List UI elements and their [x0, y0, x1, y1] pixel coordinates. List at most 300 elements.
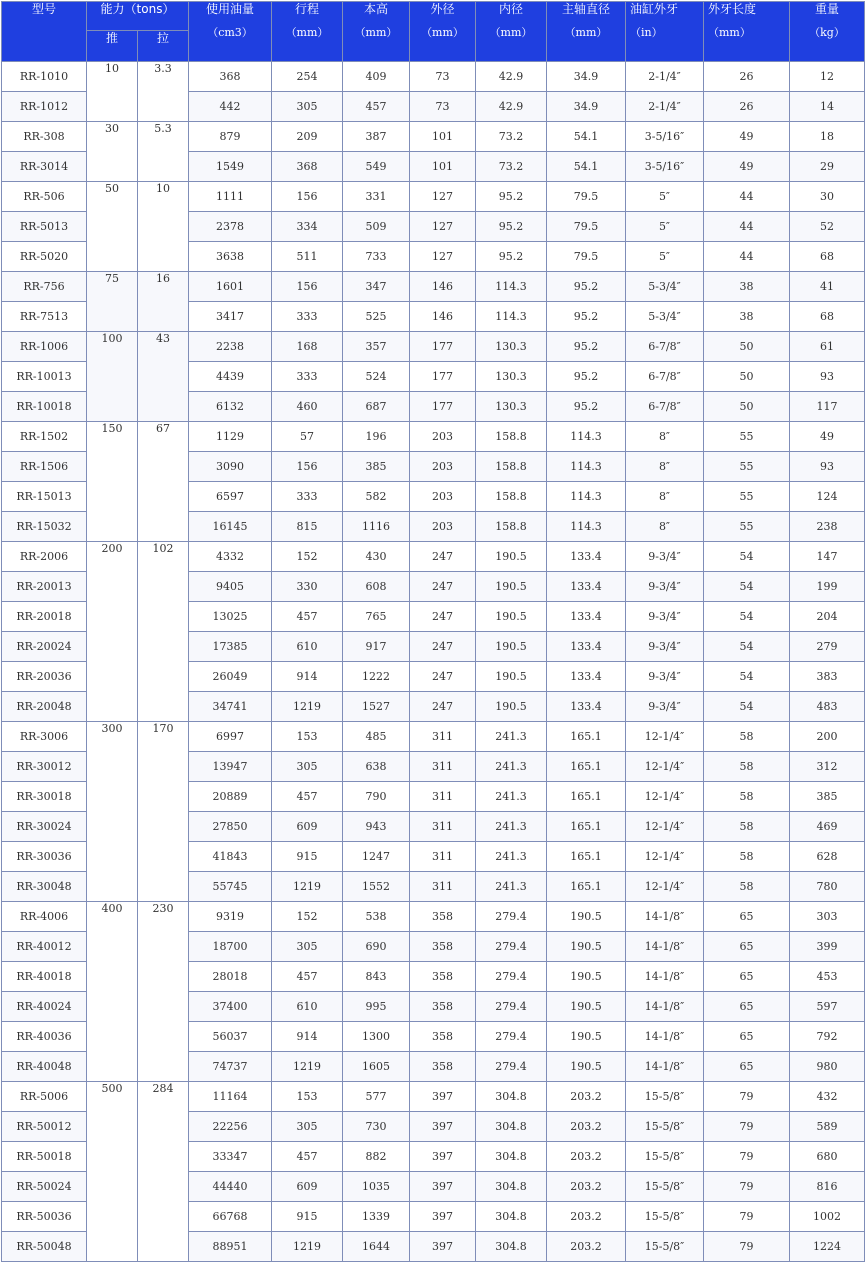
- cell-weight: 29: [790, 152, 865, 182]
- cell-thread-size: 12-1/4″: [626, 842, 704, 872]
- header-capacity: 能力（tons）: [87, 2, 189, 31]
- cell-capacity-push: 300: [87, 722, 138, 902]
- cell-model: RR-50024: [2, 1172, 87, 1202]
- cell-model: RR-3014: [2, 152, 87, 182]
- cell-outer-diameter: 247: [410, 602, 476, 632]
- cell-outer-diameter: 73: [410, 92, 476, 122]
- cell-thread-length: 44: [704, 242, 790, 272]
- cell-weight: 93: [790, 452, 865, 482]
- cell-outer-diameter: 311: [410, 752, 476, 782]
- cell-inner-diameter: 158.8: [476, 482, 547, 512]
- cell-model: RR-1012: [2, 92, 87, 122]
- table-row: [2, 182, 865, 212]
- cell-oil-volume: 6132: [189, 392, 272, 422]
- cell-stroke: 914: [272, 662, 343, 692]
- header-oil-label: 使用油量: [205, 2, 254, 16]
- cell-inner-diameter: 42.9: [476, 62, 547, 92]
- cell-model: RR-50012: [2, 1112, 87, 1142]
- cell-weight: 41: [790, 272, 865, 302]
- cell-weight: 399: [790, 932, 865, 962]
- cell-shaft-diameter: 79.5: [547, 182, 626, 212]
- cell-oil-volume: 28018: [189, 962, 272, 992]
- cell-shaft-diameter: 133.4: [547, 662, 626, 692]
- header-outer-unit: （mm）: [421, 26, 464, 39]
- cell-weight: 483: [790, 692, 865, 722]
- cell-height: 1527: [343, 692, 410, 722]
- cell-outer-diameter: 177: [410, 362, 476, 392]
- cell-inner-diameter: 241.3: [476, 812, 547, 842]
- cell-inner-diameter: 42.9: [476, 92, 547, 122]
- cell-oil-volume: 41843: [189, 842, 272, 872]
- cell-height: 549: [343, 152, 410, 182]
- table-row: [2, 542, 865, 572]
- cell-weight: 49: [790, 422, 865, 452]
- cell-oil-volume: 44440: [189, 1172, 272, 1202]
- cell-weight: 30: [790, 182, 865, 212]
- cell-inner-diameter: 304.8: [476, 1142, 547, 1172]
- cell-inner-diameter: 241.3: [476, 842, 547, 872]
- cell-thread-size: 5″: [626, 242, 704, 272]
- cell-weight: 1002: [790, 1202, 865, 1232]
- cell-inner-diameter: 190.5: [476, 572, 547, 602]
- cell-oil-volume: 9405: [189, 572, 272, 602]
- cell-capacity-push: 75: [87, 272, 138, 332]
- cell-thread-length: 65: [704, 902, 790, 932]
- cell-model: RR-1010: [2, 62, 87, 92]
- cell-thread-length: 79: [704, 1202, 790, 1232]
- cell-weight: 68: [790, 242, 865, 272]
- cell-inner-diameter: 114.3: [476, 302, 547, 332]
- cell-stroke: 153: [272, 1082, 343, 1112]
- cell-inner-diameter: 304.8: [476, 1232, 547, 1262]
- cell-stroke: 457: [272, 962, 343, 992]
- cell-stroke: 460: [272, 392, 343, 422]
- cell-thread-size: 15-5/8″: [626, 1082, 704, 1112]
- cell-model: RR-30036: [2, 842, 87, 872]
- cell-stroke: 152: [272, 902, 343, 932]
- cell-model: RR-30048: [2, 872, 87, 902]
- cell-inner-diameter: 95.2: [476, 182, 547, 212]
- cell-inner-diameter: 73.2: [476, 122, 547, 152]
- cell-height: 196: [343, 422, 410, 452]
- cell-stroke: 609: [272, 1172, 343, 1202]
- cell-inner-diameter: 95.2: [476, 212, 547, 242]
- cell-shaft-diameter: 203.2: [547, 1232, 626, 1262]
- cell-model: RR-15013: [2, 482, 87, 512]
- cell-model: RR-4006: [2, 902, 87, 932]
- header-stroke-label: 行程: [294, 2, 319, 16]
- cell-height: 687: [343, 392, 410, 422]
- cell-capacity-pull: 102: [138, 542, 189, 722]
- cell-model: RR-2006: [2, 542, 87, 572]
- cell-outer-diameter: 146: [410, 272, 476, 302]
- cell-model: RR-30024: [2, 812, 87, 842]
- cell-stroke: 152: [272, 542, 343, 572]
- cell-capacity-push: 500: [87, 1082, 138, 1262]
- cell-inner-diameter: 241.3: [476, 722, 547, 752]
- cell-weight: 61: [790, 332, 865, 362]
- cell-shaft-diameter: 203.2: [547, 1172, 626, 1202]
- cell-stroke: 333: [272, 362, 343, 392]
- cell-height: 1116: [343, 512, 410, 542]
- cell-model: RR-30012: [2, 752, 87, 782]
- cell-model: RR-20048: [2, 692, 87, 722]
- cell-shaft-diameter: 190.5: [547, 962, 626, 992]
- cell-height: 485: [343, 722, 410, 752]
- cell-height: 538: [343, 902, 410, 932]
- cell-thread-length: 54: [704, 602, 790, 632]
- cell-weight: 147: [790, 542, 865, 572]
- header-thread: [626, 2, 704, 62]
- cell-weight: 469: [790, 812, 865, 842]
- cell-inner-diameter: 190.5: [476, 662, 547, 692]
- cell-stroke: 610: [272, 632, 343, 662]
- header-height-unit: （mm）: [354, 26, 398, 39]
- cell-height: 1339: [343, 1202, 410, 1232]
- cell-shaft-diameter: 165.1: [547, 872, 626, 902]
- cell-weight: 238: [790, 512, 865, 542]
- cell-outer-diameter: 177: [410, 392, 476, 422]
- cell-thread-length: 65: [704, 992, 790, 1022]
- cell-thread-length: 79: [704, 1142, 790, 1172]
- cell-thread-length: 79: [704, 1082, 790, 1112]
- header-inner-unit: （mm）: [489, 26, 533, 39]
- cell-shaft-diameter: 54.1: [547, 152, 626, 182]
- cell-shaft-diameter: 203.2: [547, 1142, 626, 1172]
- cell-model: RR-40012: [2, 932, 87, 962]
- cell-oil-volume: 4332: [189, 542, 272, 572]
- cell-weight: 1224: [790, 1232, 865, 1262]
- cell-oil-volume: 18700: [189, 932, 272, 962]
- cell-oil-volume: 13947: [189, 752, 272, 782]
- cell-weight: 680: [790, 1142, 865, 1172]
- cell-outer-diameter: 358: [410, 962, 476, 992]
- cell-oil-volume: 2238: [189, 332, 272, 362]
- cell-weight: 124: [790, 482, 865, 512]
- cell-outer-diameter: 397: [410, 1142, 476, 1172]
- cell-thread-length: 58: [704, 812, 790, 842]
- cell-weight: 52: [790, 212, 865, 242]
- header-thread-length-label: 外牙长度: [708, 2, 757, 16]
- cell-height: 347: [343, 272, 410, 302]
- cell-oil-volume: 879: [189, 122, 272, 152]
- cell-height: 882: [343, 1142, 410, 1172]
- header-stroke: [272, 2, 343, 62]
- cell-weight: 117: [790, 392, 865, 422]
- cell-weight: 597: [790, 992, 865, 1022]
- cell-oil-volume: 6997: [189, 722, 272, 752]
- table-header: [2, 2, 865, 62]
- cell-stroke: 457: [272, 782, 343, 812]
- cell-oil-volume: 22256: [189, 1112, 272, 1142]
- cell-shaft-diameter: 133.4: [547, 542, 626, 572]
- table-row: [2, 332, 865, 362]
- cell-stroke: 57: [272, 422, 343, 452]
- cell-height: 582: [343, 482, 410, 512]
- cell-thread-length: 38: [704, 302, 790, 332]
- cell-weight: 12: [790, 62, 865, 92]
- cell-thread-length: 79: [704, 1172, 790, 1202]
- cell-stroke: 815: [272, 512, 343, 542]
- cell-oil-volume: 26049: [189, 662, 272, 692]
- cell-stroke: 1219: [272, 1232, 343, 1262]
- cell-model: RR-5013: [2, 212, 87, 242]
- cell-shaft-diameter: 190.5: [547, 1052, 626, 1082]
- cell-inner-diameter: 279.4: [476, 962, 547, 992]
- cell-model: RR-1006: [2, 332, 87, 362]
- cell-capacity-pull: 10: [138, 182, 189, 272]
- cell-model: RR-40024: [2, 992, 87, 1022]
- cell-outer-diameter: 101: [410, 152, 476, 182]
- spec-table: [1, 1, 865, 1262]
- cell-outer-diameter: 397: [410, 1232, 476, 1262]
- cell-height: 1605: [343, 1052, 410, 1082]
- cell-model: RR-756: [2, 272, 87, 302]
- cell-weight: 780: [790, 872, 865, 902]
- cell-stroke: 305: [272, 932, 343, 962]
- cell-stroke: 914: [272, 1022, 343, 1052]
- cell-stroke: 609: [272, 812, 343, 842]
- cell-thread-size: 3-5/16″: [626, 152, 704, 182]
- cell-shaft-diameter: 165.1: [547, 782, 626, 812]
- cell-model: RR-7513: [2, 302, 87, 332]
- cell-outer-diameter: 397: [410, 1082, 476, 1112]
- cell-thread-length: 79: [704, 1232, 790, 1262]
- cell-inner-diameter: 190.5: [476, 602, 547, 632]
- cell-outer-diameter: 311: [410, 722, 476, 752]
- cell-thread-length: 55: [704, 452, 790, 482]
- cell-thread-length: 54: [704, 542, 790, 572]
- cell-shaft-diameter: 133.4: [547, 632, 626, 662]
- header-shaft-unit: （mm）: [564, 26, 608, 39]
- cell-thread-length: 58: [704, 782, 790, 812]
- cell-inner-diameter: 279.4: [476, 932, 547, 962]
- cell-capacity-pull: 5.3: [138, 122, 189, 182]
- cell-height: 331: [343, 182, 410, 212]
- cell-weight: 816: [790, 1172, 865, 1202]
- cell-thread-size: 15-5/8″: [626, 1202, 704, 1232]
- cell-weight: 204: [790, 602, 865, 632]
- cell-height: 1300: [343, 1022, 410, 1052]
- cell-height: 1035: [343, 1172, 410, 1202]
- cell-outer-diameter: 358: [410, 902, 476, 932]
- cell-height: 1552: [343, 872, 410, 902]
- cell-thread-size: 5″: [626, 182, 704, 212]
- cell-weight: 589: [790, 1112, 865, 1142]
- cell-oil-volume: 1111: [189, 182, 272, 212]
- cell-stroke: 1219: [272, 1052, 343, 1082]
- header-stroke-unit: （mm）: [285, 26, 329, 39]
- cell-outer-diameter: 127: [410, 212, 476, 242]
- header-outer-label: 外径: [430, 2, 455, 16]
- cell-shaft-diameter: 203.2: [547, 1112, 626, 1142]
- cell-height: 387: [343, 122, 410, 152]
- table-row: [2, 722, 865, 752]
- cell-height: 943: [343, 812, 410, 842]
- cell-thread-length: 58: [704, 842, 790, 872]
- header-weight-label: 重量: [814, 2, 839, 16]
- cell-thread-length: 65: [704, 962, 790, 992]
- cell-stroke: 1219: [272, 872, 343, 902]
- cell-stroke: 511: [272, 242, 343, 272]
- cell-thread-size: 12-1/4″: [626, 782, 704, 812]
- cell-inner-diameter: 130.3: [476, 392, 547, 422]
- cell-shaft-diameter: 54.1: [547, 122, 626, 152]
- cell-oil-volume: 56037: [189, 1022, 272, 1052]
- cell-inner-diameter: 158.8: [476, 422, 547, 452]
- cell-shaft-diameter: 165.1: [547, 812, 626, 842]
- cell-thread-size: 5-3/4″: [626, 272, 704, 302]
- cell-thread-length: 79: [704, 1112, 790, 1142]
- cell-inner-diameter: 304.8: [476, 1082, 547, 1112]
- table-row: [2, 422, 865, 452]
- cell-thread-length: 38: [704, 272, 790, 302]
- cell-inner-diameter: 190.5: [476, 692, 547, 722]
- header-inner-label: 内径: [498, 2, 523, 16]
- cell-height: 385: [343, 452, 410, 482]
- cell-thread-size: 8″: [626, 512, 704, 542]
- cell-height: 690: [343, 932, 410, 962]
- cell-oil-volume: 20889: [189, 782, 272, 812]
- cell-model: RR-10018: [2, 392, 87, 422]
- cell-shaft-diameter: 133.4: [547, 572, 626, 602]
- cell-height: 409: [343, 62, 410, 92]
- table-row: [2, 1082, 865, 1112]
- cell-weight: 385: [790, 782, 865, 812]
- cell-height: 1644: [343, 1232, 410, 1262]
- cell-outer-diameter: 311: [410, 842, 476, 872]
- cell-capacity-push: 30: [87, 122, 138, 182]
- cell-inner-diameter: 304.8: [476, 1112, 547, 1142]
- cell-model: RR-1506: [2, 452, 87, 482]
- cell-outer-diameter: 203: [410, 452, 476, 482]
- cell-thread-size: 12-1/4″: [626, 872, 704, 902]
- header-height: [343, 2, 410, 62]
- cell-capacity-pull: 170: [138, 722, 189, 902]
- cell-oil-volume: 88951: [189, 1232, 272, 1262]
- cell-height: 524: [343, 362, 410, 392]
- cell-weight: 453: [790, 962, 865, 992]
- cell-inner-diameter: 279.4: [476, 1022, 547, 1052]
- cell-thread-size: 14-1/8″: [626, 932, 704, 962]
- cell-thread-length: 50: [704, 332, 790, 362]
- cell-thread-size: 6-7/8″: [626, 362, 704, 392]
- cell-oil-volume: 66768: [189, 1202, 272, 1232]
- cell-height: 525: [343, 302, 410, 332]
- cell-stroke: 915: [272, 1202, 343, 1232]
- cell-model: RR-5020: [2, 242, 87, 272]
- cell-thread-length: 50: [704, 392, 790, 422]
- cell-outer-diameter: 311: [410, 812, 476, 842]
- cell-capacity-pull: 230: [138, 902, 189, 1082]
- cell-height: 638: [343, 752, 410, 782]
- cell-inner-diameter: 304.8: [476, 1172, 547, 1202]
- cell-thread-length: 50: [704, 362, 790, 392]
- cell-height: 608: [343, 572, 410, 602]
- header-oil: [189, 2, 272, 62]
- cell-shaft-diameter: 165.1: [547, 842, 626, 872]
- cell-thread-length: 54: [704, 572, 790, 602]
- cell-stroke: 156: [272, 182, 343, 212]
- cell-thread-size: 9-3/4″: [626, 542, 704, 572]
- cell-thread-size: 9-3/4″: [626, 632, 704, 662]
- cell-thread-length: 54: [704, 662, 790, 692]
- cell-inner-diameter: 158.8: [476, 452, 547, 482]
- cell-shaft-diameter: 95.2: [547, 272, 626, 302]
- cell-stroke: 156: [272, 452, 343, 482]
- cell-height: 730: [343, 1112, 410, 1142]
- cell-model: RR-50018: [2, 1142, 87, 1172]
- cell-oil-volume: 9319: [189, 902, 272, 932]
- cell-outer-diameter: 358: [410, 1022, 476, 1052]
- cell-shaft-diameter: 34.9: [547, 62, 626, 92]
- cell-model: RR-3006: [2, 722, 87, 752]
- cell-thread-size: 3-5/16″: [626, 122, 704, 152]
- cell-outer-diameter: 358: [410, 992, 476, 1022]
- cell-shaft-diameter: 79.5: [547, 212, 626, 242]
- cell-stroke: 254: [272, 62, 343, 92]
- cell-thread-size: 14-1/8″: [626, 962, 704, 992]
- cell-shaft-diameter: 34.9: [547, 92, 626, 122]
- table-row: [2, 272, 865, 302]
- cell-model: RR-40048: [2, 1052, 87, 1082]
- cell-shaft-diameter: 133.4: [547, 692, 626, 722]
- cell-outer-diameter: 177: [410, 332, 476, 362]
- cell-stroke: 156: [272, 272, 343, 302]
- cell-stroke: 1219: [272, 692, 343, 722]
- cell-model: RR-506: [2, 182, 87, 212]
- cell-shaft-diameter: 190.5: [547, 992, 626, 1022]
- table-body: [2, 62, 865, 1262]
- cell-thread-size: 9-3/4″: [626, 692, 704, 722]
- cell-inner-diameter: 241.3: [476, 752, 547, 782]
- cell-thread-size: 14-1/8″: [626, 902, 704, 932]
- cell-thread-length: 65: [704, 1022, 790, 1052]
- cell-thread-length: 49: [704, 152, 790, 182]
- cell-thread-size: 14-1/8″: [626, 1022, 704, 1052]
- cell-thread-length: 65: [704, 932, 790, 962]
- cell-oil-volume: 55745: [189, 872, 272, 902]
- header-shaft: [547, 2, 626, 62]
- cell-oil-volume: 2378: [189, 212, 272, 242]
- header-thread-length: [704, 2, 790, 62]
- table-row: [2, 122, 865, 152]
- header-push: 推: [87, 31, 138, 62]
- cell-oil-volume: 442: [189, 92, 272, 122]
- cell-shaft-diameter: 190.5: [547, 932, 626, 962]
- cell-height: 843: [343, 962, 410, 992]
- cell-thread-size: 15-5/8″: [626, 1112, 704, 1142]
- cell-height: 917: [343, 632, 410, 662]
- cell-model: RR-5006: [2, 1082, 87, 1112]
- cell-inner-diameter: 241.3: [476, 872, 547, 902]
- cell-thread-size: 14-1/8″: [626, 992, 704, 1022]
- cell-thread-size: 12-1/4″: [626, 812, 704, 842]
- cell-thread-size: 2-1/4″: [626, 62, 704, 92]
- cell-shaft-diameter: 133.4: [547, 602, 626, 632]
- cell-thread-size: 15-5/8″: [626, 1172, 704, 1202]
- cell-weight: 628: [790, 842, 865, 872]
- cell-outer-diameter: 311: [410, 782, 476, 812]
- cell-inner-diameter: 114.3: [476, 272, 547, 302]
- table-row: [2, 902, 865, 932]
- cell-outer-diameter: 397: [410, 1172, 476, 1202]
- cell-outer-diameter: 247: [410, 542, 476, 572]
- cell-outer-diameter: 101: [410, 122, 476, 152]
- cell-outer-diameter: 247: [410, 632, 476, 662]
- cell-inner-diameter: 130.3: [476, 362, 547, 392]
- cell-weight: 383: [790, 662, 865, 692]
